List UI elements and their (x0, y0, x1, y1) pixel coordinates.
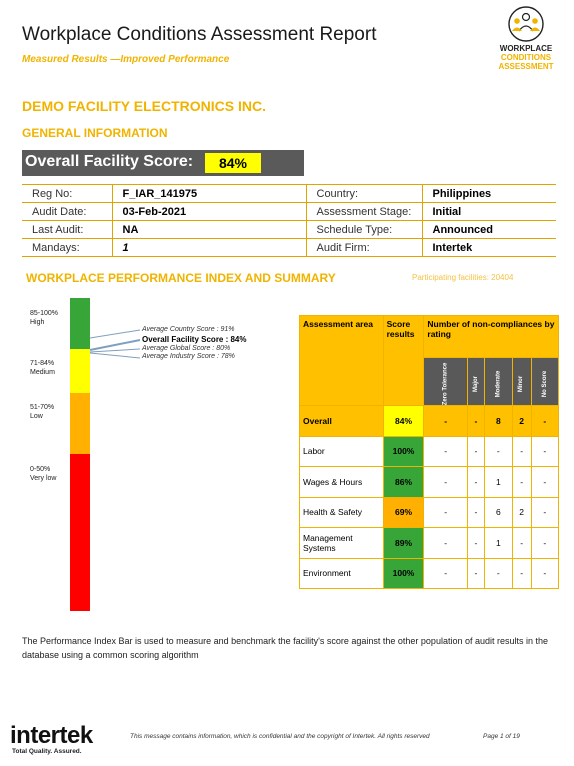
info-row (22, 221, 556, 239)
noncompliance-count-cell: 8 (484, 406, 512, 437)
general-info-table (22, 184, 556, 257)
report-title: Workplace Conditions Assessment Report (22, 24, 377, 45)
noncompliance-count-cell: - (424, 558, 468, 589)
noncompliance-count-cell: - (484, 436, 512, 467)
noncompliance-count-cell: 1 (484, 528, 512, 559)
noncompliance-count-cell: - (512, 436, 531, 467)
noncompliance-count-cell: - (484, 558, 512, 589)
performance-heading: WORKPLACE PERFORMANCE INDEX AND SUMMARY (26, 271, 336, 285)
assessment-area-cell: Environment (300, 558, 384, 589)
assessment-area-cell: Management Systems (300, 528, 384, 559)
noncompliance-count-cell: - (424, 406, 468, 437)
noncompliance-count-cell: - (424, 436, 468, 467)
last-audit-value: NA (112, 221, 306, 239)
noncompliance-count-cell: - (424, 467, 468, 498)
bar-segment-low (70, 393, 90, 454)
assessment-area-cell: Health & Safety (300, 497, 384, 528)
table-row (300, 436, 559, 467)
noncompliance-count-cell: - (467, 528, 484, 559)
assessment-summary-table (299, 315, 559, 589)
noncompliance-count-cell: - (467, 558, 484, 589)
assessment-area-cell: Overall (300, 406, 384, 437)
col-score-results: Score results (383, 316, 424, 406)
mandays-label: Mandays: (22, 239, 112, 257)
assessment-stage-label: Assessment Stage: (306, 203, 422, 221)
scale-medium-range: 71-84% (30, 360, 55, 367)
noncompliance-count-cell: - (531, 406, 558, 437)
rating-moderate-label: Moderate (495, 370, 502, 397)
noncompliance-count-cell: 6 (484, 497, 512, 528)
score-cell: 100% (383, 558, 424, 589)
facility-marker-line (90, 340, 140, 350)
rating-zero-tolerance (424, 358, 468, 406)
scale-medium-label (30, 359, 55, 377)
score-cell: 89% (383, 528, 424, 559)
audit-date-label: Audit Date: (22, 203, 112, 221)
facility-name: DEMO FACILITY ELECTRONICS INC. (22, 98, 266, 114)
report-subtitle: Measured Results —Improved Performance (22, 54, 230, 65)
confidentiality-notice: This message contains information, which is confidential and the copyright of Intertek. All rights reserved (130, 733, 430, 740)
score-cell: 84% (383, 406, 424, 437)
facility-score-marker: Overall Facility Score : 84% (142, 335, 247, 344)
scale-high-rating: High (30, 319, 45, 326)
audit-date-value: 03-Feb-2021 (112, 203, 306, 221)
rating-zero-tolerance-label: Zero Tolerance (442, 362, 449, 405)
noncompliance-count-cell: - (467, 406, 484, 437)
scale-low-range: 51-70% (30, 404, 55, 411)
scale-verylow-label (30, 465, 56, 483)
table-header-row (300, 316, 559, 358)
table-row (300, 558, 559, 589)
info-row (22, 203, 556, 221)
noncompliance-count-cell: - (531, 558, 558, 589)
noncompliance-count-cell: - (467, 467, 484, 498)
score-cell: 69% (383, 497, 424, 528)
noncompliance-count-cell: 2 (512, 406, 531, 437)
wca-logo (490, 4, 562, 76)
country-value: Philippines (422, 185, 556, 203)
participating-facilities: Participating facilities: 20404 (412, 273, 514, 282)
page-number: Page 1 of 19 (483, 733, 520, 740)
scale-verylow-range: 0-50% (30, 466, 51, 473)
mandays-value: 1 (112, 239, 306, 257)
assessment-area-cell: Wages & Hours (300, 467, 384, 498)
noncompliance-count-cell: - (424, 528, 468, 559)
noncompliance-count-cell: - (512, 528, 531, 559)
reg-no-value: F_IAR_141975 (112, 185, 306, 203)
noncompliance-count-cell: - (467, 497, 484, 528)
table-row (300, 497, 559, 528)
rating-moderate (484, 358, 512, 406)
country-label: Country: (306, 185, 422, 203)
score-cell: 100% (383, 436, 424, 467)
bar-segment-high (70, 298, 90, 349)
bar-segment-verylow (70, 454, 90, 611)
table-row (300, 406, 559, 437)
rating-no-score (531, 358, 558, 406)
rating-minor (512, 358, 531, 406)
industry-score-marker: Average Industry Score : 78% (142, 353, 235, 360)
scale-low-rating: Low (30, 413, 43, 420)
col-noncompliance: Number of non-compliances by rating (424, 316, 559, 358)
noncompliance-count-cell: - (531, 497, 558, 528)
marker-lines (88, 322, 142, 362)
audit-firm-value: Intertek (422, 239, 556, 257)
logo-line-1: WORKPLACE (499, 44, 553, 53)
table-row (300, 528, 559, 559)
country-marker-line (90, 330, 140, 338)
noncompliance-count-cell: - (512, 467, 531, 498)
noncompliance-count-cell: - (531, 528, 558, 559)
intertek-logo: intertek (10, 722, 93, 749)
noncompliance-count-cell: 1 (484, 467, 512, 498)
table-row (300, 467, 559, 498)
noncompliance-count-cell: - (531, 467, 558, 498)
noncompliance-count-cell: - (424, 497, 468, 528)
rating-major (467, 358, 484, 406)
index-bar-footnote: The Performance Index Bar is used to measure and benchmark the facility's score against the other population of audit results in the database using a common scoring algorithm (22, 636, 549, 660)
industry-marker-line (90, 353, 140, 358)
noncompliance-count-cell: - (512, 558, 531, 589)
intertek-tagline: Total Quality. Assured. (12, 748, 82, 755)
info-row (22, 185, 556, 203)
last-audit-label: Last Audit: (22, 221, 112, 239)
country-score-marker: Average Country Score : 91% (142, 326, 235, 333)
rating-no-score-label: No Score (541, 370, 548, 397)
overall-score-label: Overall Facility Score: (25, 153, 194, 170)
scale-high-range: 85-100% (30, 310, 59, 317)
assessment-area-cell: Labor (300, 436, 384, 467)
bar-segment-medium (70, 349, 90, 393)
noncompliance-count-cell: 2 (512, 497, 531, 528)
noncompliance-count-cell: - (467, 436, 484, 467)
overall-score-value: 84% (205, 153, 261, 173)
people-group-icon (504, 4, 548, 42)
logo-line-2: CONDITIONS (500, 53, 552, 62)
score-cell: 86% (383, 467, 424, 498)
rating-major-label: Major (472, 375, 479, 392)
info-row (22, 239, 556, 257)
reg-no-label: Reg No: (22, 185, 112, 203)
col-assessment-area: Assessment area (300, 316, 384, 406)
assessment-stage-value: Initial (422, 203, 556, 221)
overall-score-banner (22, 150, 304, 176)
schedule-type-label: Schedule Type: (306, 221, 422, 239)
scale-low-label (30, 403, 54, 421)
noncompliance-count-cell: - (531, 436, 558, 467)
rating-minor-label: Minor (518, 375, 525, 392)
scale-verylow-rating: Very low (30, 475, 57, 482)
global-score-marker: Average Global Score : 80% (142, 345, 231, 352)
scale-medium-rating: Medium (30, 369, 55, 376)
logo-line-3: ASSESSMENT (498, 62, 554, 71)
schedule-type-value: Announced (422, 221, 556, 239)
general-info-heading: GENERAL INFORMATION (22, 126, 168, 140)
audit-firm-label: Audit Firm: (306, 239, 422, 257)
scale-high-label (30, 309, 58, 327)
